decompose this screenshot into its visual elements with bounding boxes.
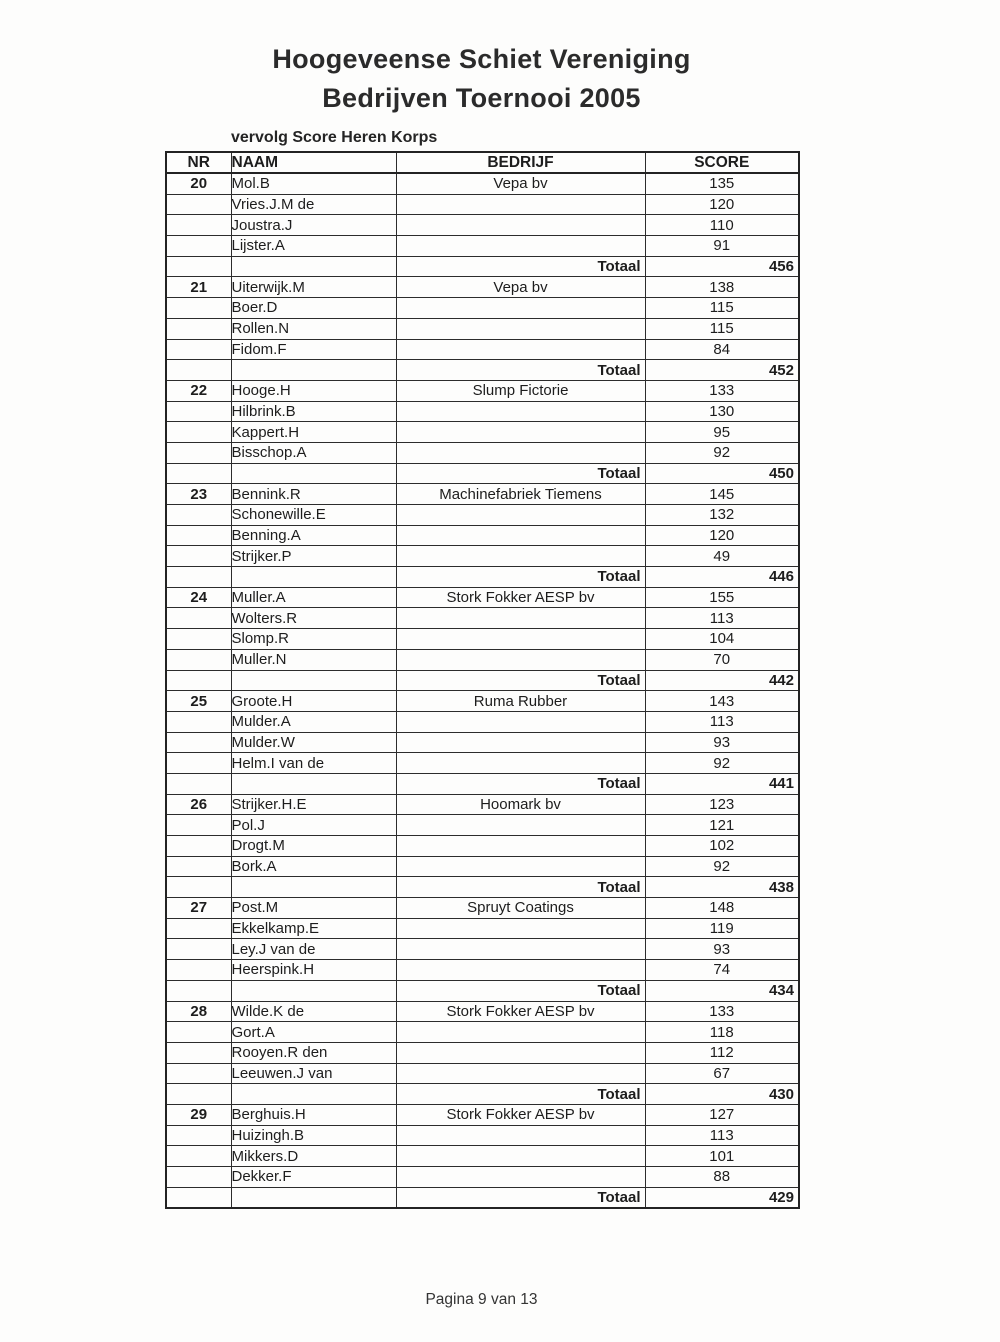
cell-score: 113	[645, 608, 799, 629]
cell-naam: Dekker.F	[231, 1167, 396, 1188]
cell-naam: Wilde.K de	[231, 1001, 396, 1022]
cell-bedrijf: Slump Fictorie	[396, 380, 645, 401]
cell-nr	[166, 401, 231, 422]
cell-nr	[166, 256, 231, 277]
cell-nr: 26	[166, 794, 231, 815]
cell-naam: Hooge.H	[231, 380, 396, 401]
table-row	[166, 380, 799, 401]
cell-score: 132	[645, 505, 799, 526]
cell-score: 92	[645, 442, 799, 463]
cell-bedrijf	[396, 732, 645, 753]
cell-nr	[166, 1022, 231, 1043]
cell-naam: Drogt.M	[231, 836, 396, 857]
table-row	[166, 939, 799, 960]
cell-bedrijf	[396, 629, 645, 650]
cell-nr: 20	[166, 173, 231, 194]
cell-naam	[231, 256, 396, 277]
cell-score: 133	[645, 1001, 799, 1022]
table-row	[166, 1022, 799, 1043]
cell-naam: Bisschop.A	[231, 442, 396, 463]
cell-nr	[166, 1084, 231, 1105]
table-row	[166, 422, 799, 443]
cell-nr	[166, 298, 231, 319]
totaal-row	[166, 256, 799, 277]
totaal-label: Totaal	[396, 877, 645, 898]
cell-score: 84	[645, 339, 799, 360]
cell-bedrijf	[396, 318, 645, 339]
table-row	[166, 711, 799, 732]
cell-bedrijf	[396, 525, 645, 546]
cell-bedrijf	[396, 505, 645, 526]
cell-nr	[166, 711, 231, 732]
cell-score: 143	[645, 691, 799, 712]
cell-naam: Leeuwen.J van	[231, 1063, 396, 1084]
table-row	[166, 339, 799, 360]
table-row	[166, 484, 799, 505]
cell-nr	[166, 608, 231, 629]
cell-naam: Rollen.N	[231, 318, 396, 339]
cell-naam: Mulder.A	[231, 711, 396, 732]
cell-score: 120	[645, 194, 799, 215]
cell-score: 127	[645, 1104, 799, 1125]
table-row	[166, 298, 799, 319]
cell-naam	[231, 567, 396, 588]
cell-naam: Muller.N	[231, 649, 396, 670]
cell-score: 155	[645, 587, 799, 608]
cell-nr	[166, 422, 231, 443]
cell-naam: Kappert.H	[231, 422, 396, 443]
totaal-row	[166, 1084, 799, 1105]
cell-naam	[231, 1084, 396, 1105]
cell-naam	[231, 773, 396, 794]
cell-bedrijf: Spruyt Coatings	[396, 898, 645, 919]
cell-bedrijf	[396, 711, 645, 732]
cell-score: 115	[645, 298, 799, 319]
table-row	[166, 794, 799, 815]
cell-bedrijf	[396, 1063, 645, 1084]
cell-naam: Joustra.J	[231, 215, 396, 236]
table-row	[166, 401, 799, 422]
table-row	[166, 525, 799, 546]
totaal-row	[166, 877, 799, 898]
cell-bedrijf	[396, 1022, 645, 1043]
cell-score: 110	[645, 215, 799, 236]
cell-bedrijf: Hoomark bv	[396, 794, 645, 815]
cell-bedrijf	[396, 856, 645, 877]
cell-nr: 23	[166, 484, 231, 505]
table-row	[166, 753, 799, 774]
cell-nr	[166, 1125, 231, 1146]
score-table-body	[166, 173, 799, 1208]
cell-nr	[166, 318, 231, 339]
totaal-label: Totaal	[396, 1187, 645, 1208]
cell-naam	[231, 980, 396, 1001]
score-table	[165, 151, 800, 1209]
cell-nr: 28	[166, 1001, 231, 1022]
cell-naam: Berghuis.H	[231, 1104, 396, 1125]
table-row	[166, 1001, 799, 1022]
table-row	[166, 691, 799, 712]
cell-score: 112	[645, 1042, 799, 1063]
cell-nr	[166, 1063, 231, 1084]
cell-nr	[166, 773, 231, 794]
cell-naam	[231, 463, 396, 484]
cell-score: 113	[645, 1125, 799, 1146]
table-row	[166, 1042, 799, 1063]
totaal-value: 434	[645, 980, 799, 1001]
cell-bedrijf	[396, 753, 645, 774]
cell-nr	[166, 1167, 231, 1188]
cell-bedrijf	[396, 401, 645, 422]
cell-score: 138	[645, 277, 799, 298]
cell-bedrijf: Ruma Rubber	[396, 691, 645, 712]
table-row	[166, 836, 799, 857]
page-title-line1: Hoogeveense Schiet Vereniging	[272, 44, 691, 74]
table-row	[166, 215, 799, 236]
cell-naam: Huizingh.B	[231, 1125, 396, 1146]
cell-naam: Helm.I van de	[231, 753, 396, 774]
table-row	[166, 1063, 799, 1084]
header-cell-bedrijf: BEDRIJF	[396, 152, 645, 173]
cell-naam: Hilbrink.B	[231, 401, 396, 422]
table-row	[166, 960, 799, 981]
cell-score: 49	[645, 546, 799, 567]
cell-score: 130	[645, 401, 799, 422]
cell-nr	[166, 980, 231, 1001]
header-cell-score: SCORE	[645, 152, 799, 173]
cell-nr: 24	[166, 587, 231, 608]
cell-score: 121	[645, 815, 799, 836]
cell-bedrijf	[396, 918, 645, 939]
totaal-value: 452	[645, 360, 799, 381]
cell-nr	[166, 546, 231, 567]
table-row	[166, 649, 799, 670]
cell-score: 135	[645, 173, 799, 194]
cell-nr	[166, 194, 231, 215]
cell-score: 113	[645, 711, 799, 732]
table-row	[166, 1104, 799, 1125]
cell-naam: Uiterwijk.M	[231, 277, 396, 298]
cell-nr	[166, 463, 231, 484]
totaal-label: Totaal	[396, 773, 645, 794]
cell-nr: 25	[166, 691, 231, 712]
totaal-label: Totaal	[396, 463, 645, 484]
table-row	[166, 1167, 799, 1188]
cell-nr	[166, 1146, 231, 1167]
totaal-label: Totaal	[396, 256, 645, 277]
table-row	[166, 277, 799, 298]
totaal-row	[166, 463, 799, 484]
cell-nr	[166, 670, 231, 691]
cell-naam: Muller.A	[231, 587, 396, 608]
cell-nr	[166, 877, 231, 898]
cell-naam: Fidom.F	[231, 339, 396, 360]
cell-naam: Rooyen.R den	[231, 1042, 396, 1063]
cell-score: 104	[645, 629, 799, 650]
cell-nr	[166, 918, 231, 939]
totaal-value: 450	[645, 463, 799, 484]
totaal-label: Totaal	[396, 567, 645, 588]
cell-score: 92	[645, 856, 799, 877]
totaal-row	[166, 1187, 799, 1208]
table-row	[166, 629, 799, 650]
cell-nr	[166, 649, 231, 670]
cell-score: 95	[645, 422, 799, 443]
table-row	[166, 815, 799, 836]
cell-score: 133	[645, 380, 799, 401]
cell-nr	[166, 360, 231, 381]
cell-naam	[231, 1187, 396, 1208]
table-row	[166, 856, 799, 877]
totaal-value: 446	[645, 567, 799, 588]
cell-score: 148	[645, 898, 799, 919]
cell-bedrijf	[396, 298, 645, 319]
cell-bedrijf	[396, 215, 645, 236]
section-label: vervolg Score Heren Korps	[231, 129, 438, 146]
table-row	[166, 1146, 799, 1167]
cell-naam: Post.M	[231, 898, 396, 919]
totaal-value: 429	[645, 1187, 799, 1208]
cell-naam: Strijker.P	[231, 546, 396, 567]
cell-naam: Boer.D	[231, 298, 396, 319]
cell-bedrijf	[396, 649, 645, 670]
cell-score: 115	[645, 318, 799, 339]
table-row	[166, 732, 799, 753]
totaal-row	[166, 567, 799, 588]
cell-naam: Gort.A	[231, 1022, 396, 1043]
cell-nr: 27	[166, 898, 231, 919]
page-title-line2: Bedrijven Toernooi 2005	[322, 83, 641, 113]
cell-nr	[166, 1187, 231, 1208]
cell-score: 91	[645, 236, 799, 257]
table-row	[166, 236, 799, 257]
cell-naam: Ekkelkamp.E	[231, 918, 396, 939]
table-row	[166, 587, 799, 608]
cell-nr	[166, 215, 231, 236]
table-row	[166, 442, 799, 463]
table-row	[166, 173, 799, 194]
cell-naam: Bork.A	[231, 856, 396, 877]
cell-nr	[166, 1042, 231, 1063]
cell-score: 145	[645, 484, 799, 505]
cell-bedrijf: Stork Fokker AESP bv	[396, 587, 645, 608]
cell-bedrijf: Vepa bv	[396, 277, 645, 298]
cell-bedrijf	[396, 815, 645, 836]
cell-naam	[231, 877, 396, 898]
page-header	[85, 40, 878, 118]
cell-nr: 21	[166, 277, 231, 298]
cell-score: 93	[645, 939, 799, 960]
cell-score: 101	[645, 1146, 799, 1167]
table-row	[166, 546, 799, 567]
cell-bedrijf	[396, 194, 645, 215]
cell-bedrijf	[396, 608, 645, 629]
cell-score: 93	[645, 732, 799, 753]
totaal-value: 441	[645, 773, 799, 794]
cell-nr	[166, 939, 231, 960]
cell-naam: Vries.J.M de	[231, 194, 396, 215]
cell-naam: Mikkers.D	[231, 1146, 396, 1167]
cell-bedrijf: Stork Fokker AESP bv	[396, 1104, 645, 1125]
cell-score: 88	[645, 1167, 799, 1188]
cell-naam: Ley.J van de	[231, 939, 396, 960]
table-row	[166, 608, 799, 629]
header-cell-nr: NR	[166, 152, 231, 173]
cell-nr	[166, 505, 231, 526]
cell-naam: Wolters.R	[231, 608, 396, 629]
totaal-label: Totaal	[396, 670, 645, 691]
cell-bedrijf	[396, 960, 645, 981]
cell-naam: Heerspink.H	[231, 960, 396, 981]
table-row	[166, 505, 799, 526]
cell-score: 120	[645, 525, 799, 546]
totaal-row	[166, 980, 799, 1001]
cell-nr	[166, 815, 231, 836]
cell-naam: Pol.J	[231, 815, 396, 836]
cell-naam: Mulder.W	[231, 732, 396, 753]
cell-bedrijf	[396, 339, 645, 360]
cell-score: 92	[645, 753, 799, 774]
cell-bedrijf: Machinefabriek Tiemens	[396, 484, 645, 505]
cell-nr: 22	[166, 380, 231, 401]
table-row	[166, 1125, 799, 1146]
cell-naam: Mol.B	[231, 173, 396, 194]
cell-naam	[231, 360, 396, 381]
totaal-value: 442	[645, 670, 799, 691]
cell-naam: Lijster.A	[231, 236, 396, 257]
cell-score: 102	[645, 836, 799, 857]
cell-nr: 29	[166, 1104, 231, 1125]
cell-score: 123	[645, 794, 799, 815]
totaal-row	[166, 773, 799, 794]
cell-nr	[166, 236, 231, 257]
cell-naam: Groote.H	[231, 691, 396, 712]
cell-nr	[166, 856, 231, 877]
cell-score: 70	[645, 649, 799, 670]
header-cell-naam: NAAM	[231, 152, 396, 173]
cell-bedrijf	[396, 1146, 645, 1167]
page-footer: Pagina 9 van 13	[425, 1291, 538, 1308]
cell-bedrijf	[396, 1042, 645, 1063]
cell-naam: Benning.A	[231, 525, 396, 546]
cell-bedrijf	[396, 1167, 645, 1188]
cell-nr	[166, 753, 231, 774]
cell-nr	[166, 836, 231, 857]
cell-score: 67	[645, 1063, 799, 1084]
cell-nr	[166, 339, 231, 360]
cell-score: 74	[645, 960, 799, 981]
table-row	[166, 318, 799, 339]
cell-naam: Bennink.R	[231, 484, 396, 505]
cell-score: 118	[645, 1022, 799, 1043]
cell-bedrijf	[396, 836, 645, 857]
cell-nr	[166, 960, 231, 981]
cell-bedrijf	[396, 442, 645, 463]
table-row	[166, 918, 799, 939]
totaal-value: 430	[645, 1084, 799, 1105]
cell-bedrijf	[396, 422, 645, 443]
cell-naam: Strijker.H.E	[231, 794, 396, 815]
totaal-label: Totaal	[396, 360, 645, 381]
cell-nr	[166, 442, 231, 463]
cell-bedrijf	[396, 939, 645, 960]
cell-nr	[166, 629, 231, 650]
totaal-row	[166, 360, 799, 381]
totaal-value: 456	[645, 256, 799, 277]
cell-nr	[166, 567, 231, 588]
totaal-label: Totaal	[396, 980, 645, 1001]
table-row	[166, 194, 799, 215]
document-page	[165, 0, 798, 1342]
totaal-value: 438	[645, 877, 799, 898]
cell-score: 119	[645, 918, 799, 939]
cell-naam	[231, 670, 396, 691]
cell-bedrijf	[396, 1125, 645, 1146]
cell-naam: Slomp.R	[231, 629, 396, 650]
cell-nr	[166, 525, 231, 546]
cell-nr	[166, 732, 231, 753]
cell-bedrijf: Vepa bv	[396, 173, 645, 194]
totaal-label: Totaal	[396, 1084, 645, 1105]
cell-bedrijf: Stork Fokker AESP bv	[396, 1001, 645, 1022]
table-header-row	[166, 152, 799, 173]
totaal-row	[166, 670, 799, 691]
cell-naam: Schonewille.E	[231, 505, 396, 526]
cell-bedrijf	[396, 546, 645, 567]
cell-bedrijf	[396, 236, 645, 257]
table-row	[166, 898, 799, 919]
